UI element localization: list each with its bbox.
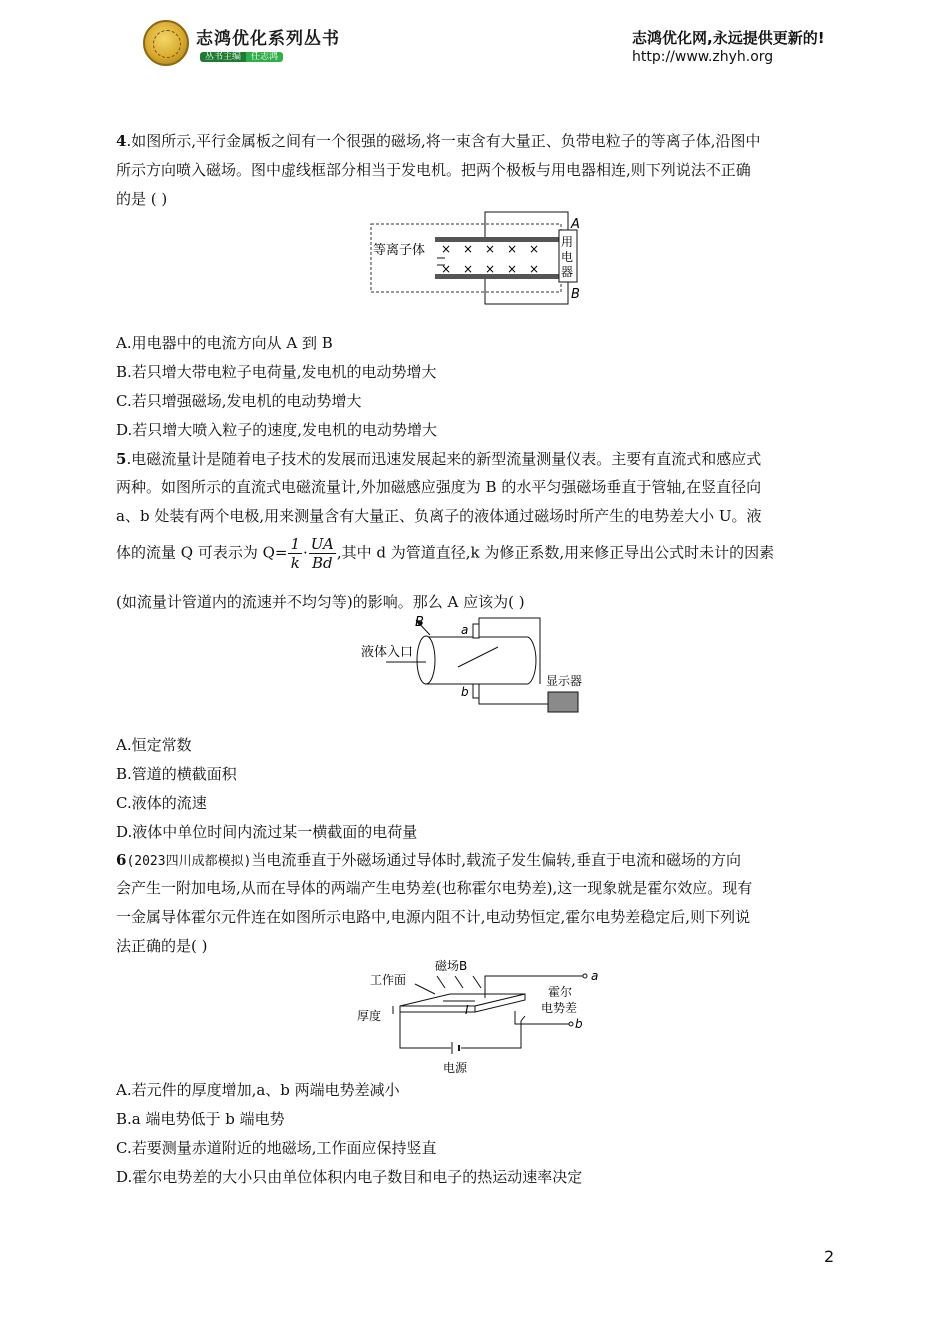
display-label: 显示器 bbox=[546, 674, 583, 688]
svg-text:×: × bbox=[441, 262, 452, 276]
formula-fraction-1: $\frac{1}{k}$ bbox=[290, 535, 301, 572]
q4-option-d[interactable]: D.若只增大喷入粒子的速度,发电机的电动势增大 bbox=[116, 421, 438, 439]
field-label: 磁场B bbox=[435, 959, 468, 973]
q4-option-a[interactable]: A.用电器中的电流方向从 A 到 B bbox=[116, 334, 333, 352]
q6-source: (2023四川成都模拟) bbox=[126, 854, 252, 869]
q4-number: 4 bbox=[116, 132, 127, 150]
top-plate bbox=[435, 237, 560, 242]
q5-option-c[interactable]: C.液体的流速 bbox=[116, 794, 207, 812]
circuit-left bbox=[400, 1009, 451, 1048]
plasma-label: 等离子体 bbox=[373, 243, 426, 258]
q4-figure bbox=[365, 208, 595, 308]
q6-figure bbox=[355, 956, 600, 1076]
bottom-plate bbox=[435, 274, 560, 279]
page-header bbox=[0, 0, 950, 80]
q6-option-c[interactable]: C.若要测量赤道附近的地磁场,工作面应保持竖直 bbox=[116, 1139, 437, 1157]
pipe-inlet-ellipse bbox=[417, 636, 435, 684]
q4-line-2: 所示方向喷入磁场。图中虚线框部分相当于发电机。把两个极板与用电器相连,则下列说法不正确 bbox=[116, 161, 751, 179]
svg-text:×: × bbox=[485, 262, 496, 276]
q4-line-3: 的是 ( ) bbox=[116, 190, 168, 208]
q5-line-1 bbox=[116, 449, 761, 469]
pipe-outlet-edge bbox=[528, 637, 536, 684]
device-label-2: 电 bbox=[561, 250, 574, 264]
q6-line-4: 法正确的是( ) bbox=[116, 937, 208, 955]
field-arrows bbox=[415, 976, 481, 994]
hall-label-1: 霍尔 bbox=[548, 985, 573, 999]
formula-dot: · bbox=[303, 543, 308, 562]
q5-line-3: a、b 处装有两个电极,用来测量含有大量正、负离子的液体通过磁场时所产生的电势差大小 U。液 bbox=[116, 507, 762, 525]
q5-figure bbox=[358, 612, 598, 717]
hall-label-2: 电势差 bbox=[541, 1001, 578, 1015]
svg-text:×: × bbox=[529, 262, 540, 276]
electrode-b-label: b bbox=[461, 685, 469, 699]
series-title: 志鸿优化系列丛书 bbox=[196, 29, 340, 49]
generator-dashed-box bbox=[371, 224, 561, 292]
q4-option-c[interactable]: C.若只增强磁场,发电机的电动势增大 bbox=[116, 392, 362, 410]
editor-name: 任志鸿 bbox=[246, 52, 283, 62]
hall-plate-front bbox=[400, 1006, 475, 1012]
q5-text-4-pre: 体的流量 Q 可表示为 Q= bbox=[116, 543, 288, 562]
electrode-b bbox=[473, 684, 479, 698]
source-label: 电源 bbox=[443, 1061, 468, 1075]
terminal-a-label: a bbox=[591, 969, 599, 983]
wire-to-display-top bbox=[479, 618, 540, 684]
electrode-a-label: a bbox=[461, 623, 469, 637]
q5-line-2: 两种。如图所示的直流式电磁流量计,外加磁感应强度为 B 的水平匀强磁场垂直于管轴,在竖直径向 bbox=[116, 478, 762, 496]
svg-text:×: × bbox=[507, 262, 518, 276]
q4-option-b[interactable]: B.若只增大带电粒子电荷量,发电机的电动势增大 bbox=[116, 363, 437, 381]
editor-tag bbox=[200, 49, 283, 62]
page-number: 2 bbox=[824, 1247, 835, 1266]
q5-line-5: (如流量计管道内的流速并不均匀等)的影响。那么 A 应该为( ) bbox=[116, 593, 525, 611]
site-url[interactable]: http://www.zhyh.org bbox=[632, 49, 774, 65]
q5-option-b[interactable]: B.管道的横截面积 bbox=[116, 765, 237, 783]
svg-text:×: × bbox=[529, 242, 540, 256]
q5-text-4-post: ,其中 d 为管道直径,k 为修正系数,用来修正导出公式时未计的因素 bbox=[336, 543, 775, 562]
editor-label: 丛书主编 bbox=[200, 52, 246, 62]
q5-text-1: .电磁流量计是随着电子技术的发展而迅速发展起来的新型流量测量仪表。主要有直流式和感应式 bbox=[126, 450, 762, 468]
face-label: 工作面 bbox=[370, 973, 407, 987]
svg-text:×: × bbox=[485, 242, 496, 256]
q4-text-1: .如图所示,平行金属板之间有一个很强的磁场,将一束含有大量正、负带电粒子的等离子体,沿图中 bbox=[126, 132, 761, 150]
display-box bbox=[548, 692, 578, 712]
terminal-a-label: A bbox=[571, 217, 580, 232]
q6-option-d[interactable]: D.霍尔电势差的大小只由单位体积内电子数目和电子的热运动速率决定 bbox=[116, 1168, 583, 1186]
magnetic-field-marks bbox=[441, 242, 539, 276]
b-field-label: B bbox=[415, 615, 424, 630]
q6-option-a[interactable]: A.若元件的厚度增加,a、b 两端电势差减小 bbox=[116, 1081, 400, 1099]
svg-text:×: × bbox=[463, 242, 474, 256]
svg-text:×: × bbox=[463, 262, 474, 276]
q5-option-a[interactable]: A.恒定常数 bbox=[116, 736, 192, 754]
q5-line-4 bbox=[116, 535, 774, 572]
q5-number: 5 bbox=[116, 450, 127, 468]
inlet-label: 液体入口 bbox=[361, 645, 414, 660]
electrode-a bbox=[473, 624, 479, 638]
q6-option-b[interactable]: B.a 端电势低于 b 端电势 bbox=[116, 1110, 285, 1128]
site-slogan: 志鸿优化网,永远提供更新的! bbox=[632, 29, 825, 47]
publisher-logo bbox=[143, 20, 189, 66]
thickness-label: 厚度 bbox=[357, 1009, 382, 1023]
formula-fraction-2: $\frac{UA}{Bd}$ bbox=[310, 535, 334, 572]
terminal-b-label: b bbox=[575, 1017, 583, 1031]
device-label-1: 用 bbox=[561, 235, 574, 249]
current-label: I bbox=[465, 1003, 469, 1017]
q6-text-1: 当电流垂直于外磁场通过导体时,载流子发生偏转,垂直于电流和磁场的方向 bbox=[251, 851, 741, 869]
svg-text:×: × bbox=[441, 242, 452, 256]
wire-to-display-bottom bbox=[479, 698, 548, 704]
q5-option-d[interactable]: D.液体中单位时间内流过某一横截面的电荷量 bbox=[116, 823, 418, 841]
q4-line-1 bbox=[116, 131, 761, 151]
terminal-b-label: B bbox=[571, 287, 580, 302]
svg-text:×: × bbox=[507, 242, 518, 256]
device-label-3: 器 bbox=[561, 265, 574, 279]
q6-line-2: 会产生一附加电场,从而在导体的两端产生电势差(也称霍尔电势差),这一现象就是霍尔效应。现有 bbox=[116, 879, 753, 897]
q6-line-1 bbox=[116, 850, 741, 872]
q6-line-3: 一金属导体霍尔元件连在如图所示电路中,电源内阻不计,电动势恒定,霍尔电势差稳定后,则下列说 bbox=[116, 908, 751, 926]
pipe-diameter-line bbox=[458, 647, 498, 667]
q6-number: 6 bbox=[116, 851, 127, 869]
